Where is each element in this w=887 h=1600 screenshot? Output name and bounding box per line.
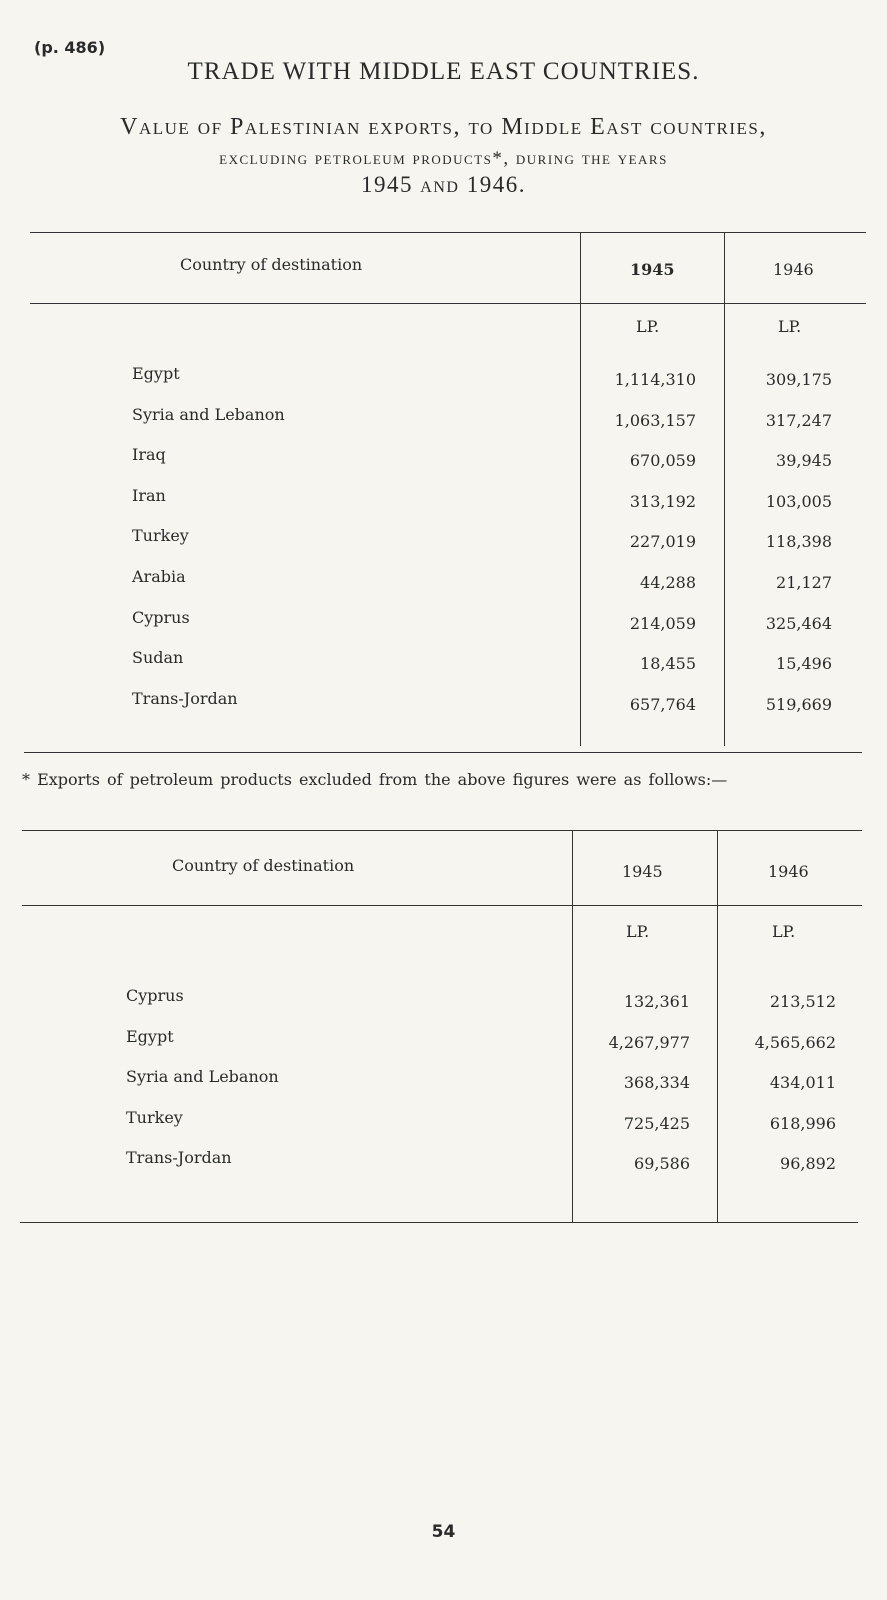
subtitle-line-2: excluding petroleum products*, during the years	[219, 148, 668, 169]
page-number: 54	[431, 1522, 456, 1542]
value-1945-cell: 670,059	[629, 451, 696, 471]
subtitle-line-1: Value of Palestinian exports, to Middle East countries,	[120, 114, 767, 140]
header-1946: 1946	[768, 862, 809, 881]
header-1945: 1945	[630, 260, 675, 279]
value-1945-cell: 725,425	[623, 1113, 690, 1133]
value-1945-cell: 313,192	[629, 491, 696, 511]
value-1946-cell: 325,464	[765, 613, 832, 633]
country-cell: Trans-Jordan	[126, 1148, 232, 1168]
value-1945-cell: 132,361	[623, 992, 690, 1011]
unit-1946: LP.	[772, 922, 796, 941]
country-cell: Iran	[132, 485, 166, 505]
table-header-rule	[30, 303, 866, 304]
value-1946-cell: 317,247	[765, 410, 832, 430]
unit-1945: LP.	[636, 317, 660, 336]
country-cell: Trans-Jordan	[132, 688, 238, 708]
country-cell: Turkey	[132, 526, 189, 546]
value-1946-cell: 21,127	[776, 573, 832, 592]
value-1946-cell: 103,005	[765, 491, 832, 511]
footnote: * Exports of petroleum products excluded from the above figures were as follows:—	[22, 770, 728, 789]
country-cell: Arabia	[132, 567, 186, 586]
value-1945-cell: 69,586	[634, 1154, 690, 1174]
country-cell: Cyprus	[126, 986, 184, 1005]
value-1946-cell: 96,892	[780, 1154, 836, 1174]
country-cell: Syria and Lebanon	[126, 1067, 279, 1087]
page-reference: (p. 486)	[34, 38, 106, 57]
country-cell: Sudan	[132, 648, 184, 668]
value-1946-cell: 39,945	[776, 451, 832, 471]
country-cell: Turkey	[126, 1107, 183, 1127]
table-top-rule	[30, 232, 866, 233]
unit-1945: LP.	[626, 922, 650, 941]
value-1945-cell: 18,455	[640, 654, 696, 674]
value-1945-cell: 657,764	[629, 694, 696, 714]
country-cell: Cyprus	[132, 607, 190, 627]
value-1946-cell: 15,496	[776, 654, 832, 674]
page-title: TRADE WITH MIDDLE EAST COUNTRIES.	[187, 58, 700, 85]
value-1946-cell: 309,175	[765, 370, 832, 389]
country-cell: Iraq	[132, 445, 166, 465]
header-1945: 1945	[622, 862, 663, 881]
value-1945-cell: 227,019	[629, 532, 696, 552]
value-1945-cell: 368,334	[623, 1073, 690, 1093]
value-1945-cell: 214,059	[629, 613, 696, 633]
value-1946-cell: 4,565,662	[754, 1032, 836, 1052]
value-1945-cell: 1,063,157	[614, 410, 696, 430]
value-1945-cell: 44,288	[640, 573, 696, 592]
table-header-rule	[22, 905, 862, 906]
table-bottom-rule	[24, 752, 862, 753]
unit-1946: LP.	[778, 317, 802, 336]
country-cell: Egypt	[132, 364, 180, 383]
country-cell: Syria and Lebanon	[132, 404, 285, 424]
value-1946-cell: 434,011	[769, 1073, 836, 1093]
header-1946: 1946	[773, 260, 814, 279]
table-top-rule	[22, 830, 862, 831]
header-country: Country of destination	[172, 856, 355, 875]
value-1946-cell: 519,669	[765, 694, 832, 714]
value-1946-cell: 213,512	[769, 992, 836, 1011]
country-cell: Egypt	[126, 1026, 174, 1046]
header-country: Country of destination	[180, 255, 363, 274]
value-1945-cell: 4,267,977	[608, 1032, 690, 1052]
value-1946-cell: 118,398	[765, 532, 832, 552]
subtitle-line-3: 1945 and 1946.	[361, 172, 526, 197]
table-bottom-rule	[20, 1222, 858, 1223]
value-1946-cell: 618,996	[769, 1113, 836, 1133]
value-1945-cell: 1,114,310	[614, 370, 696, 389]
